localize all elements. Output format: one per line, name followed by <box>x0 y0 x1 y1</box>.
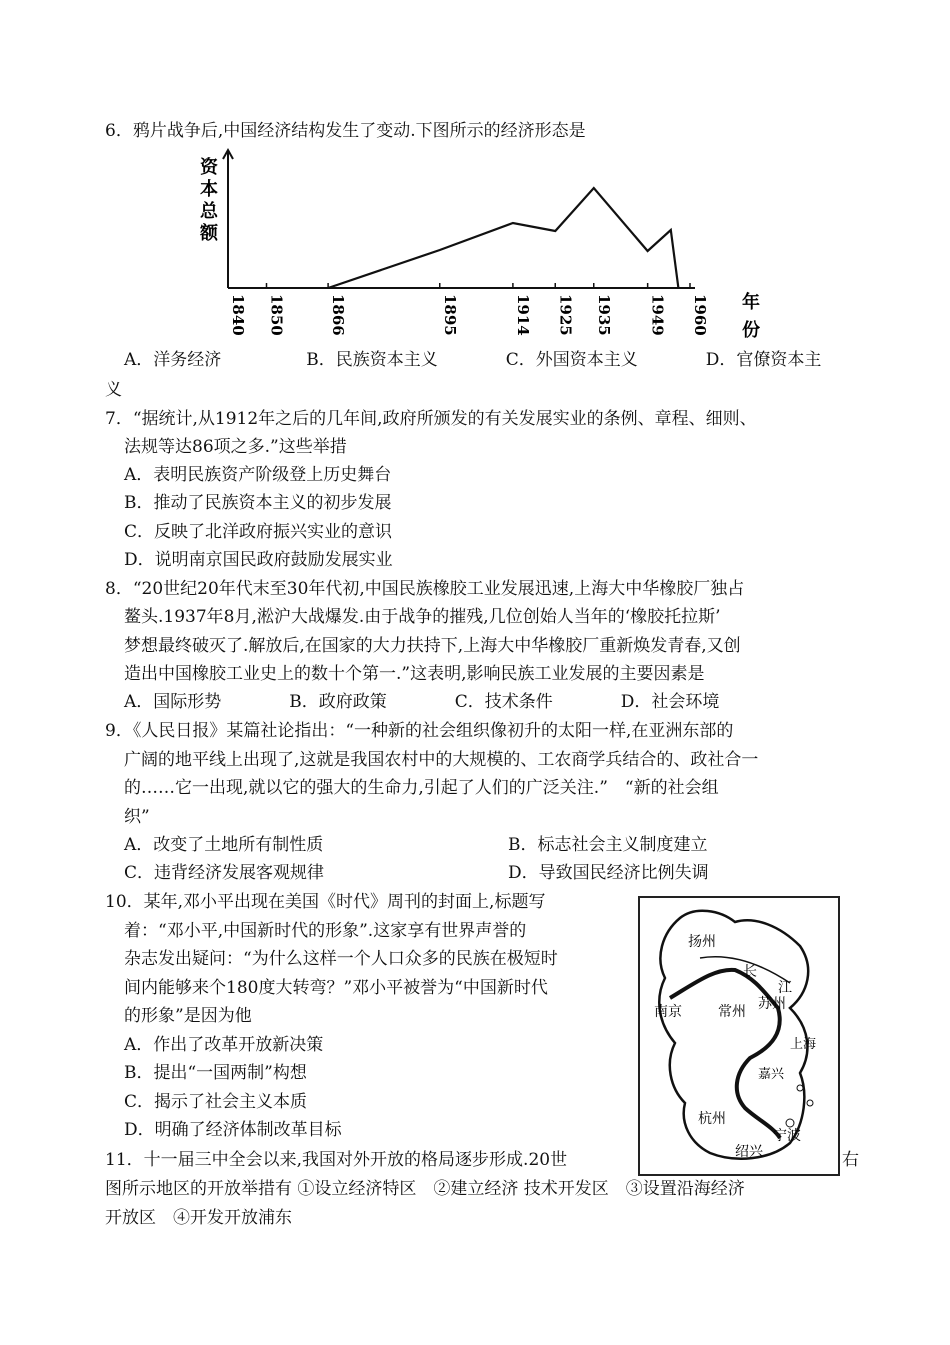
q6-options-wrap: 义 <box>105 380 122 400</box>
map-label-chang: 长 <box>743 964 757 980</box>
q7-option-b: B．推动了民族资本主义的初步发展 <box>124 493 392 513</box>
q10-stem-3: 杂志发出疑问：“为什么这样一个人口众多的民族在极短时 <box>124 949 558 969</box>
q10-stem-4: 间内能够来个180度大转弯？”邓小平被誉为“中国新时代 <box>124 978 548 998</box>
map-island <box>807 1100 813 1106</box>
map-label-nanjing: 南京 <box>654 1004 682 1020</box>
map-label-ningbo: 宁波 <box>773 1128 801 1144</box>
q6-stem: 6．鸦片战争后,中国经济结构发生了变动.下图所示的经济形态是 <box>105 121 586 141</box>
x-tick-label: 1925 <box>556 294 575 336</box>
q10-option-c: C．揭示了社会主义本质 <box>124 1092 308 1112</box>
q8-stem-4: 造出中国橡胶工业史上的数十个第一.”这表明,影响民族工业发展的主要因素是 <box>124 664 705 684</box>
y-axis-label-char: 额 <box>200 223 218 244</box>
x-tick-label: 1850 <box>267 294 286 336</box>
q10-stem-1: 10．某年,邓小平出现在美国《时代》周刊的封面上,标题写 <box>105 892 546 912</box>
q9-option-d: D．导致国民经济比例失调 <box>508 863 709 883</box>
x-axis-label-char: 份 <box>742 320 760 341</box>
q9-option-c: C．违背经济发展客观规律 <box>124 863 325 883</box>
x-axis-label-char: 年 <box>742 292 760 313</box>
q8-stem-1: 8．“20世纪20年代末至30年代初,中国民族橡胶工业发展迅速,上海大中华橡胶厂独占 <box>105 579 745 599</box>
y-axis <box>223 150 233 288</box>
map-label-jiang: 江 <box>778 980 792 996</box>
map-label-yangzhou: 扬州 <box>688 934 716 950</box>
x-tick-label: 1866 <box>329 294 348 336</box>
q9-stem-4: 织” <box>124 807 150 827</box>
q11-stem-2: 图所示地区的开放举措有 ①设立经济特区 ②建立经济 技术开发区 ③设置沿海经济 <box>105 1179 745 1199</box>
q10-stem-2: 着：“邓小平,中国新时代的形象”.这家享有世界声誉的 <box>124 921 527 941</box>
map-label-shanghai: 上海 <box>790 1037 817 1052</box>
q8-stem-2: 鳌头.1937年8月,淞沪大战爆发.由于战争的摧残,几位创始人当年的‘橡胶托拉斯’ <box>124 607 721 627</box>
q11-stem-1-tail: 右 <box>842 1150 859 1170</box>
q8-options: A．国际形势 B．政府政策 C．技术条件 D．社会环境 <box>124 692 720 712</box>
x-tick-label: 1914 <box>513 294 532 336</box>
x-tick-label: 1935 <box>594 294 613 336</box>
x-tick-label: 1840 <box>229 294 247 336</box>
map-island <box>797 1085 803 1091</box>
q6-options: A．洋务经济 B．民族资本主义 C．外国资本主义 D．官僚资本主 <box>124 350 822 370</box>
q10-option-b: B．提出“一国两制”构想 <box>124 1063 307 1083</box>
y-axis-label-char: 资 <box>200 157 218 178</box>
yangtze-delta-map <box>638 896 840 1176</box>
capital-chart <box>190 145 780 345</box>
y-axis-label-char: 本 <box>200 179 218 200</box>
q11-stem-3: 开放区 ④开发开放浦东 <box>105 1208 292 1228</box>
map-island <box>786 1119 794 1127</box>
q8-stem-3: 梦想最终破灭了.解放后,在国家的大力扶持下,上海大中华橡胶厂重新焕发青春,又创 <box>124 636 741 656</box>
map-drawing <box>640 898 838 1174</box>
x-tick-label: 1960 <box>691 294 709 336</box>
q9-stem-2: 广阔的地平线上出现了,这就是我国农村中的大规模的、工农商学兵结合的、政社合一 <box>124 750 759 770</box>
x-tick-label: 1895 <box>440 294 459 336</box>
q7-option-a: A．表明民族资产阶级登上历史舞台 <box>124 465 392 485</box>
map-label-shaoxing: 绍兴 <box>735 1144 763 1160</box>
q10-option-a: A．作出了改革开放新决策 <box>124 1035 324 1055</box>
q9-stem-1: 9．《人民日报》某篇社论指出：“一种新的社会组织像初升的太阳一样,在亚洲东部的 <box>105 721 734 741</box>
q9-stem-3: 的……它一出现,就以它的强大的生命力,引起了人们的广泛关注.” “新的社会组 <box>124 778 719 798</box>
q10-stem-5: 的形象”是因为他 <box>124 1006 252 1026</box>
map-label-jiaxing: 嘉兴 <box>758 1067 785 1082</box>
q11-stem-1: 11．十一届三中全会以来,我国对外开放的格局逐步形成.20世 <box>105 1150 568 1170</box>
q9-option-a: A．改变了土地所有制性质 <box>124 835 324 855</box>
q7-option-c: C．反映了北洋政府振兴实业的意识 <box>124 522 393 542</box>
map-label-suzhou: 苏州 <box>758 996 786 1012</box>
q10-option-d: D．明确了经济体制改革目标 <box>124 1120 342 1140</box>
map-label-hangzhou: 杭州 <box>698 1111 726 1127</box>
y-axis-label-char: 总 <box>200 201 218 222</box>
capital-line-series <box>328 188 678 288</box>
map-label-changzhou: 常州 <box>718 1004 746 1020</box>
q7-stem-2: 法规等达86项之多.”这些举措 <box>124 437 347 457</box>
q7-stem-1: 7．“据统计,从1912年之后的几年间,政府所颁发的有关发展实业的条例、章程、细则、 <box>105 409 757 429</box>
x-tick-label: 1949 <box>648 294 667 336</box>
q9-option-b: B．标志社会主义制度建立 <box>508 835 708 855</box>
q7-option-d: D．说明南京国民政府鼓励发展实业 <box>124 550 393 570</box>
